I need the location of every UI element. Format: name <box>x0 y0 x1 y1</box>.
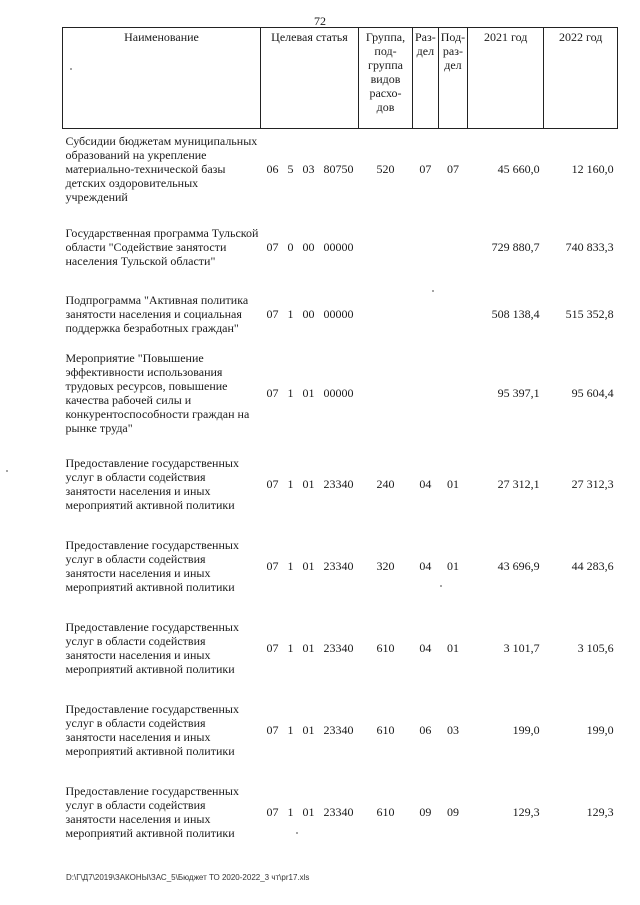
row-amount-2021: 45 660,0 <box>497 161 540 176</box>
row-amount-2021: 508 138,4 <box>491 306 540 321</box>
target-article-part: 06 <box>266 161 279 176</box>
target-article-part: 1 <box>287 306 294 321</box>
row-amount-2022: 740 833,3 <box>565 239 614 254</box>
target-article-part: 07 <box>266 476 279 491</box>
table-row <box>63 129 618 209</box>
scan-speck <box>440 585 442 587</box>
target-article-part: 00000 <box>323 306 354 321</box>
row-amount-2022: 515 352,8 <box>565 306 614 321</box>
row-subsection <box>438 285 467 343</box>
row-expense-group <box>359 285 413 343</box>
row-amount-2021: 43 696,9 <box>497 558 540 573</box>
row-target-article <box>261 689 359 771</box>
row-amount-2021: 3 101,7 <box>503 640 540 655</box>
table-row <box>63 443 618 525</box>
row-target-article <box>261 129 359 209</box>
row-amount-2021: 27 312,1 <box>497 476 540 491</box>
row-section: 04 <box>419 640 432 655</box>
target-article-part: 07 <box>266 385 279 400</box>
target-article-code <box>263 641 357 655</box>
table-header <box>63 28 618 129</box>
target-article-part: 07 <box>266 558 279 573</box>
row-subsection: 09 <box>446 804 459 819</box>
row-subsection: 01 <box>446 640 459 655</box>
target-article-part: 01 <box>302 385 315 400</box>
header-subsection: Под-раз-дел <box>438 28 467 129</box>
row-section <box>413 285 439 343</box>
header-year-2022: 2022 год <box>544 28 618 129</box>
target-article-code <box>263 805 357 819</box>
row-expense-group: 610 <box>376 804 395 819</box>
row-amount-2022: 199,0 <box>586 722 614 737</box>
header-target-article: Целевая статья <box>261 28 359 129</box>
row-section: 06 <box>419 722 432 737</box>
row-expense-group <box>359 343 413 443</box>
header-expense-group: Группа, под-группа видов расхо-дов <box>359 28 413 129</box>
table-body <box>63 129 618 853</box>
table-row <box>63 689 618 771</box>
target-article-part: 00000 <box>323 239 354 254</box>
target-article-code <box>263 240 357 254</box>
row-target-article <box>261 443 359 525</box>
row-name: Предоставление государственных услуг в области содействия занятости населения и иных мероприятий активной политики <box>65 537 239 594</box>
row-amount-2021: 729 880,7 <box>491 239 540 254</box>
row-section: 09 <box>419 804 432 819</box>
target-article-code <box>263 477 357 491</box>
target-article-code <box>263 559 357 573</box>
target-article-code <box>263 386 357 400</box>
table-row <box>63 771 618 853</box>
budget-table <box>62 27 618 853</box>
table-row <box>63 209 618 285</box>
row-target-article <box>261 607 359 689</box>
target-article-part: 01 <box>302 640 315 655</box>
row-amount-2021: 129,3 <box>512 804 540 819</box>
target-article-part: 0 <box>287 239 294 254</box>
row-name: Предоставление государственных услуг в области содействия занятости населения и иных мероприятий активной политики <box>65 783 239 840</box>
header-section: Раз-дел <box>413 28 439 129</box>
row-amount-2022: 12 160,0 <box>571 161 614 176</box>
row-name: Предоставление государственных услуг в области содействия занятости населения и иных мероприятий активной политики <box>65 619 239 676</box>
target-article-part: 01 <box>302 722 315 737</box>
header-year-2021: 2021 год <box>468 28 544 129</box>
target-article-part: 07 <box>266 239 279 254</box>
row-subsection <box>438 343 467 443</box>
row-name: Предоставление государственных услуг в области содействия занятости населения и иных мероприятий активной политики <box>65 455 239 512</box>
target-article-part: 00000 <box>323 385 354 400</box>
row-name: Предоставление государственных услуг в области содействия занятости населения и иных мероприятий активной политики <box>65 701 239 758</box>
row-subsection: 07 <box>446 161 459 176</box>
row-expense-group: 320 <box>376 558 395 573</box>
target-article-part: 23340 <box>323 722 354 737</box>
target-article-part: 07 <box>266 306 279 321</box>
target-article-part: 07 <box>266 722 279 737</box>
target-article-part: 23340 <box>323 640 354 655</box>
target-article-part: 5 <box>287 161 294 176</box>
row-target-article <box>261 343 359 443</box>
scan-speck <box>432 290 434 292</box>
row-expense-group: 520 <box>376 161 395 176</box>
target-article-part: 23340 <box>323 804 354 819</box>
row-amount-2022: 3 105,6 <box>577 640 614 655</box>
target-article-part: 1 <box>287 385 294 400</box>
row-expense-group <box>359 209 413 285</box>
row-amount-2021: 199,0 <box>512 722 540 737</box>
row-name: Государственная программа Тульской области "Содействие занятости населения Тульской области" <box>65 225 259 268</box>
table-row <box>63 525 618 607</box>
target-article-code <box>263 723 357 737</box>
row-expense-group: 610 <box>376 722 395 737</box>
target-article-code <box>263 307 357 321</box>
row-name: Мероприятие "Повышение эффективности использования трудовых ресурсов, повышение качества рабочей силы и конкурентоспособности граждан на рынке труда" <box>65 350 250 435</box>
scan-speck <box>6 470 8 472</box>
target-article-code <box>263 162 357 176</box>
target-article-part: 00 <box>302 306 315 321</box>
target-article-part: 23340 <box>323 476 354 491</box>
row-subsection: 01 <box>446 476 459 491</box>
target-article-part: 1 <box>287 558 294 573</box>
row-amount-2022: 129,3 <box>586 804 614 819</box>
target-article-part: 01 <box>302 558 315 573</box>
target-article-part: 01 <box>302 804 315 819</box>
target-article-part: 1 <box>287 476 294 491</box>
row-target-article <box>261 209 359 285</box>
row-expense-group: 240 <box>376 476 395 491</box>
target-article-part: 1 <box>287 804 294 819</box>
target-article-part: 80750 <box>323 161 354 176</box>
target-article-part: 07 <box>266 640 279 655</box>
table-row <box>63 607 618 689</box>
table-row <box>63 343 618 443</box>
row-section <box>413 343 439 443</box>
table-row <box>63 285 618 343</box>
row-target-article <box>261 285 359 343</box>
row-subsection <box>438 209 467 285</box>
target-article-part: 23340 <box>323 558 354 573</box>
row-section <box>413 209 439 285</box>
header-name: Наименование <box>63 28 261 129</box>
row-amount-2022: 27 312,3 <box>571 476 614 491</box>
scan-speck <box>70 68 72 70</box>
row-section: 04 <box>419 558 432 573</box>
target-article-part: 00 <box>302 239 315 254</box>
row-subsection: 01 <box>446 558 459 573</box>
target-article-part: 1 <box>287 722 294 737</box>
row-expense-group: 610 <box>376 640 395 655</box>
row-subsection: 03 <box>446 722 459 737</box>
page-number: 72 <box>314 14 326 28</box>
row-target-article <box>261 525 359 607</box>
footer-file-path: D:\Г\Д7\2019\ЗАКОНЫ\ЗАС_5\Бюджет ТО 2020-2022_3 чт\pr17.xls <box>66 873 310 882</box>
row-section: 04 <box>419 476 432 491</box>
target-article-part: 1 <box>287 640 294 655</box>
row-amount-2021: 95 397,1 <box>497 385 540 400</box>
target-article-part: 01 <box>302 476 315 491</box>
row-amount-2022: 95 604,4 <box>571 385 614 400</box>
row-target-article <box>261 771 359 853</box>
target-article-part: 07 <box>266 804 279 819</box>
row-amount-2022: 44 283,6 <box>571 558 614 573</box>
row-name: Подпрограмма "Активная политика занятости населения и социальная поддержка безработных граждан" <box>65 292 249 335</box>
row-section: 07 <box>419 161 432 176</box>
row-name: Субсидии бюджетам муниципальных образований на укрепление материально-технической базы детских оздоровительных учреждений <box>65 133 258 204</box>
scan-speck <box>296 832 298 834</box>
target-article-part: 03 <box>302 161 315 176</box>
